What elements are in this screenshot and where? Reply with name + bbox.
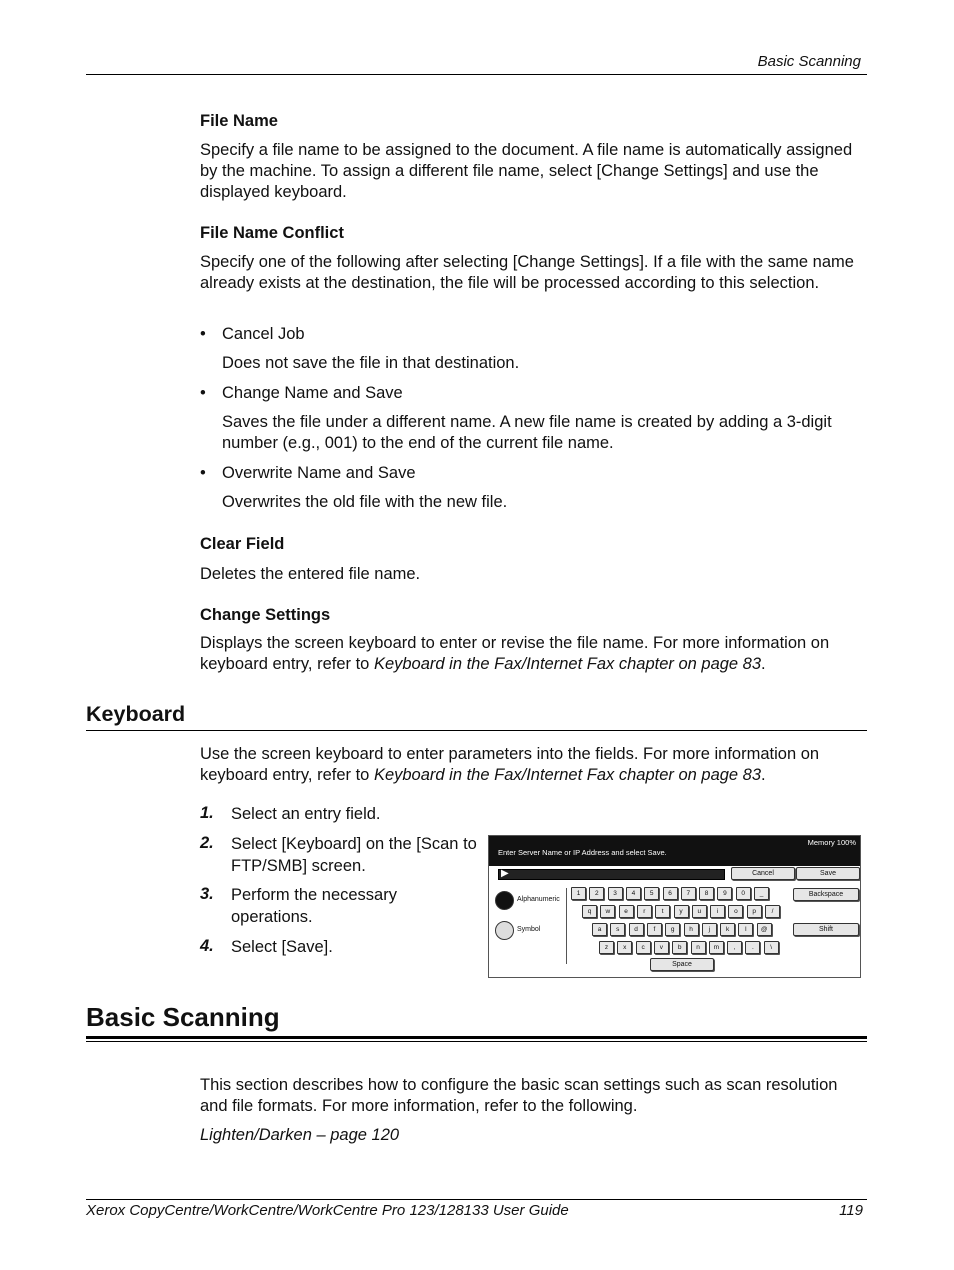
heading-keyboard: Keyboard — [86, 702, 186, 726]
keyboard-screen-figure — [488, 835, 861, 978]
section-rule — [86, 730, 867, 731]
keyboard-key[interactable]: b — [672, 941, 687, 954]
conflict-paragraph: Specify one of the following after selecting [Change Settings]. If a file with the same name already exists at the destination, the file will be processed according to this selection. — [200, 253, 854, 292]
keyboard-key[interactable]: 7 — [681, 887, 696, 900]
change-settings-paragraph: Displays the screen keyboard to enter or revise the file name. For more information on keyboard entry, refer to Keyboard in the Fax/Internet Fax chapter on page 83. — [200, 634, 830, 673]
keyboard-key[interactable]: i — [710, 905, 725, 918]
keyboard-key[interactable]: a — [592, 923, 607, 936]
header-rule — [86, 74, 867, 75]
keyboard-key[interactable]: 0 — [736, 887, 751, 900]
keyboard-key[interactable]: 1 — [571, 887, 586, 900]
step-number: 1. — [200, 804, 214, 822]
lighten-darken-link[interactable]: Lighten/Darken – page 120 — [200, 1126, 400, 1144]
keyboard-key[interactable]: , — [727, 941, 742, 954]
option-description: Saves the file under a different name. A new file name is created by adding a 3-digit number (e.g., 001) to the end of the current file name. — [222, 413, 832, 452]
keyboard-key[interactable]: l — [738, 923, 753, 936]
memory-indicator: Memory 100% — [807, 838, 856, 847]
keyboard-paragraph: Use the screen keyboard to enter parameters into the fields. For more information on keyboard entry, refer to Keyboard in the Fax/Internet Fax chapter on page 83. — [200, 745, 820, 784]
running-header: Basic Scanning — [757, 53, 861, 70]
keyboard-key[interactable]: 6 — [663, 887, 678, 900]
keyboard-key[interactable]: 8 — [699, 887, 714, 900]
footer-guide-title: Xerox CopyCentre/WorkCentre/WorkCentre Pro 123/128133 User Guide — [86, 1202, 569, 1219]
backspace-button[interactable]: Backspace — [793, 888, 859, 901]
option-description: Does not save the file in that destination. — [222, 354, 520, 372]
heading-change-settings: Change Settings — [200, 606, 331, 624]
keyboard-key[interactable]: e — [619, 905, 634, 918]
keyboard-key[interactable]: n — [691, 941, 706, 954]
keyboard-key[interactable]: d — [629, 923, 644, 936]
heading-file-name: File Name — [200, 112, 278, 130]
keyboard-key[interactable]: o — [728, 905, 743, 918]
file-name-paragraph: Specify a file name to be assigned to the document. A file name is automatically assigned by the machine. To assign a different file name, select [Change Settings] and use the displayed keyboard. — [200, 141, 853, 201]
keyboard-key[interactable]: j — [702, 923, 717, 936]
shift-button[interactable]: Shift — [793, 923, 859, 936]
keyboard-key[interactable]: w — [600, 905, 615, 918]
keyboard-key[interactable]: . — [745, 941, 760, 954]
footer-rule — [86, 1199, 867, 1200]
keyboard-key[interactable]: r — [637, 905, 652, 918]
section-rule-thick — [86, 1036, 867, 1039]
bullet: • — [200, 325, 206, 343]
entry-arrow-icon: ▶ — [501, 868, 509, 879]
bullet: • — [200, 384, 206, 402]
keyboard-key[interactable]: c — [636, 941, 651, 954]
keyboard-key[interactable]: 3 — [608, 887, 623, 900]
keyboard-key[interactable]: 2 — [589, 887, 604, 900]
mode-divider — [566, 888, 567, 964]
keyboard-key[interactable]: \ — [764, 941, 779, 954]
option-label: Cancel Job — [222, 325, 305, 343]
step-number: 3. — [200, 885, 214, 903]
cancel-button[interactable]: Cancel — [731, 867, 795, 880]
screen-message-bar — [489, 836, 860, 866]
keyboard-key[interactable]: v — [654, 941, 669, 954]
keyboard-key[interactable]: / — [765, 905, 780, 918]
alphanumeric-label: Alphanumeric — [517, 896, 560, 903]
keyboard-key[interactable]: m — [709, 941, 724, 954]
option-label: Change Name and Save — [222, 384, 403, 402]
cross-reference-link[interactable]: Keyboard in the Fax/Internet Fax chapter on page 83 — [373, 766, 762, 784]
step-text: Perform the necessary operations. — [231, 886, 397, 926]
keyboard-key[interactable]: p — [747, 905, 762, 918]
bullet: • — [200, 464, 206, 482]
step-text: Select [Save]. — [231, 938, 333, 956]
keyboard-key[interactable]: 5 — [644, 887, 659, 900]
entry-field[interactable] — [498, 869, 725, 880]
space-button[interactable]: Space — [650, 958, 714, 971]
page-number: 119 — [839, 1202, 863, 1219]
keyboard-key[interactable]: f — [647, 923, 662, 936]
alphanumeric-radio[interactable] — [495, 891, 514, 910]
keyboard-key[interactable]: _ — [754, 887, 769, 900]
option-description: Overwrites the old file with the new file. — [222, 493, 508, 511]
heading-clear-field: Clear Field — [200, 535, 285, 553]
symbol-label: Symbol — [517, 926, 541, 933]
keyboard-key[interactable]: 9 — [717, 887, 732, 900]
keyboard-key[interactable]: 4 — [626, 887, 641, 900]
keyboard-key[interactable]: z — [599, 941, 614, 954]
keyboard-key[interactable]: x — [617, 941, 632, 954]
step-text: Select [Keyboard] on the [Scan to FTP/SMB] screen. — [231, 835, 477, 875]
keyboard-key[interactable]: y — [674, 905, 689, 918]
cross-reference-link[interactable]: Keyboard in the Fax/Internet Fax chapter on page 83 — [373, 655, 762, 673]
step-text: Select an entry field. — [231, 805, 381, 823]
option-label: Overwrite Name and Save — [222, 464, 416, 482]
keyboard-key[interactable]: k — [720, 923, 735, 936]
keyboard-key[interactable]: @ — [757, 923, 772, 936]
clear-field-paragraph: Deletes the entered file name. — [200, 565, 421, 583]
screen-prompt: Enter Server Name or IP Address and select Save. — [498, 848, 667, 857]
heading-file-name-conflict: File Name Conflict — [200, 224, 344, 242]
keyboard-key[interactable]: s — [610, 923, 625, 936]
basic-scanning-paragraph: This section describes how to configure the basic scan settings such as scan resolution and file formats. For more information, refer to the following. — [200, 1076, 838, 1115]
keyboard-key[interactable]: g — [665, 923, 680, 936]
step-number: 2. — [200, 834, 214, 852]
keyboard-key[interactable]: h — [684, 923, 699, 936]
keyboard-key[interactable]: u — [692, 905, 707, 918]
symbol-radio[interactable] — [495, 921, 514, 940]
keyboard-key[interactable]: q — [582, 905, 597, 918]
save-button[interactable]: Save — [796, 867, 860, 880]
step-number: 4. — [200, 937, 214, 955]
keyboard-key[interactable]: t — [655, 905, 670, 918]
heading-basic-scanning: Basic Scanning — [86, 1002, 280, 1032]
section-rule-thin — [86, 1041, 867, 1042]
